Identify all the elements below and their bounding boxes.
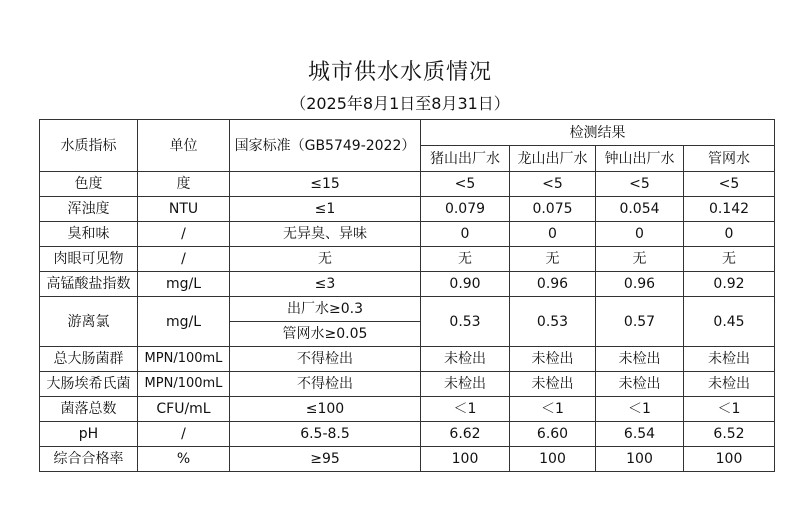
result-cell: 100 bbox=[684, 447, 775, 472]
table-row bbox=[40, 347, 775, 372]
indicator-name: pH bbox=[40, 422, 138, 447]
result-cell: 100 bbox=[596, 447, 684, 472]
page-subtitle: （2025年8月1日至8月31日） bbox=[290, 94, 510, 113]
result-cell: 未检出 bbox=[684, 372, 775, 397]
table-row bbox=[40, 197, 775, 222]
result-cell: ＜1 bbox=[596, 397, 684, 422]
result-cell: ＜1 bbox=[684, 397, 775, 422]
result-cell: 0.45 bbox=[684, 297, 775, 347]
result-cell: 0.92 bbox=[684, 272, 775, 297]
result-cell: 0.142 bbox=[684, 197, 775, 222]
indicator-standard-plant: 出厂水≥0.3 bbox=[230, 297, 421, 322]
header-site-1: 猪山出厂水 bbox=[421, 146, 510, 172]
result-cell: 0.53 bbox=[510, 297, 596, 347]
result-cell: 0.53 bbox=[421, 297, 510, 347]
indicator-unit: 度 bbox=[138, 172, 230, 197]
result-cell: 100 bbox=[510, 447, 596, 472]
indicator-unit: / bbox=[138, 422, 230, 447]
table-row bbox=[40, 422, 775, 447]
result-cell: <5 bbox=[596, 172, 684, 197]
result-cell: 无 bbox=[684, 247, 775, 272]
indicator-name: 综合合格率 bbox=[40, 447, 138, 472]
indicator-standard: 不得检出 bbox=[230, 372, 421, 397]
result-cell: 未检出 bbox=[421, 372, 510, 397]
table-row bbox=[40, 372, 775, 397]
table-row bbox=[40, 222, 775, 247]
header-site-2: 龙山出厂水 bbox=[510, 146, 596, 172]
result-cell: 未检出 bbox=[596, 372, 684, 397]
indicator-unit: mg/L bbox=[138, 297, 230, 347]
indicator-name: 菌落总数 bbox=[40, 397, 138, 422]
header-indicator: 水质指标 bbox=[40, 120, 138, 172]
water-quality-table bbox=[39, 119, 775, 472]
result-cell: ＜1 bbox=[510, 397, 596, 422]
indicator-standard: ≤1 bbox=[230, 197, 421, 222]
indicator-unit: / bbox=[138, 222, 230, 247]
table-row bbox=[40, 272, 775, 297]
result-cell: 6.60 bbox=[510, 422, 596, 447]
result-cell: 0 bbox=[596, 222, 684, 247]
result-cell: 未检出 bbox=[421, 347, 510, 372]
indicator-standard: 无 bbox=[230, 247, 421, 272]
result-cell: 0.96 bbox=[596, 272, 684, 297]
header-site-3: 钟山出厂水 bbox=[596, 146, 684, 172]
result-cell: 100 bbox=[421, 447, 510, 472]
indicator-name: 总大肠菌群 bbox=[40, 347, 138, 372]
indicator-unit: % bbox=[138, 447, 230, 472]
indicator-unit: MPN/100mL bbox=[138, 347, 230, 372]
indicator-standard: ≥95 bbox=[230, 447, 421, 472]
result-cell: 0.075 bbox=[510, 197, 596, 222]
header-results: 检测结果 bbox=[421, 120, 775, 146]
result-cell: 未检出 bbox=[596, 347, 684, 372]
result-cell: 未检出 bbox=[510, 347, 596, 372]
result-cell: 无 bbox=[596, 247, 684, 272]
result-cell: 0 bbox=[421, 222, 510, 247]
indicator-standard: ≤100 bbox=[230, 397, 421, 422]
result-cell: ＜1 bbox=[421, 397, 510, 422]
indicator-standard: ≤3 bbox=[230, 272, 421, 297]
indicator-name: 臭和味 bbox=[40, 222, 138, 247]
indicator-name: 大肠埃希氏菌 bbox=[40, 372, 138, 397]
indicator-unit: MPN/100mL bbox=[138, 372, 230, 397]
indicator-name: 游离氯 bbox=[40, 297, 138, 347]
result-cell: 6.62 bbox=[421, 422, 510, 447]
indicator-standard: 无异臭、异味 bbox=[230, 222, 421, 247]
result-cell: 6.54 bbox=[596, 422, 684, 447]
result-cell: 无 bbox=[421, 247, 510, 272]
table-row bbox=[40, 172, 775, 197]
indicator-standard-network: 管网水≥0.05 bbox=[230, 322, 421, 347]
result-cell: 0 bbox=[510, 222, 596, 247]
header-standard: 国家标准（GB5749-2022） bbox=[230, 120, 421, 172]
result-cell: 6.52 bbox=[684, 422, 775, 447]
table-row bbox=[40, 397, 775, 422]
indicator-name: 色度 bbox=[40, 172, 138, 197]
indicator-name: 肉眼可见物 bbox=[40, 247, 138, 272]
result-cell: <5 bbox=[510, 172, 596, 197]
indicator-name: 高锰酸盐指数 bbox=[40, 272, 138, 297]
table-row bbox=[40, 297, 775, 322]
page-title: 城市供水水质情况 bbox=[307, 60, 492, 85]
header-row-1 bbox=[40, 120, 775, 146]
result-cell: 0.054 bbox=[596, 197, 684, 222]
result-cell: <5 bbox=[421, 172, 510, 197]
result-cell: 0.96 bbox=[510, 272, 596, 297]
result-cell: 未检出 bbox=[684, 347, 775, 372]
result-cell: 0.079 bbox=[421, 197, 510, 222]
indicator-unit: / bbox=[138, 247, 230, 272]
result-cell: 无 bbox=[510, 247, 596, 272]
indicator-unit: CFU/mL bbox=[138, 397, 230, 422]
header-unit: 单位 bbox=[138, 120, 230, 172]
indicator-standard: 不得检出 bbox=[230, 347, 421, 372]
result-cell: 0.90 bbox=[421, 272, 510, 297]
result-cell: 0.57 bbox=[596, 297, 684, 347]
indicator-standard: ≤15 bbox=[230, 172, 421, 197]
indicator-name: 浑浊度 bbox=[40, 197, 138, 222]
result-cell: <5 bbox=[684, 172, 775, 197]
indicator-standard: 6.5-8.5 bbox=[230, 422, 421, 447]
indicator-unit: mg/L bbox=[138, 272, 230, 297]
result-cell: 未检出 bbox=[510, 372, 596, 397]
header-site-4: 管网水 bbox=[684, 146, 775, 172]
indicator-unit: NTU bbox=[138, 197, 230, 222]
result-cell: 0 bbox=[684, 222, 775, 247]
table-row bbox=[40, 247, 775, 272]
table-row bbox=[40, 447, 775, 472]
